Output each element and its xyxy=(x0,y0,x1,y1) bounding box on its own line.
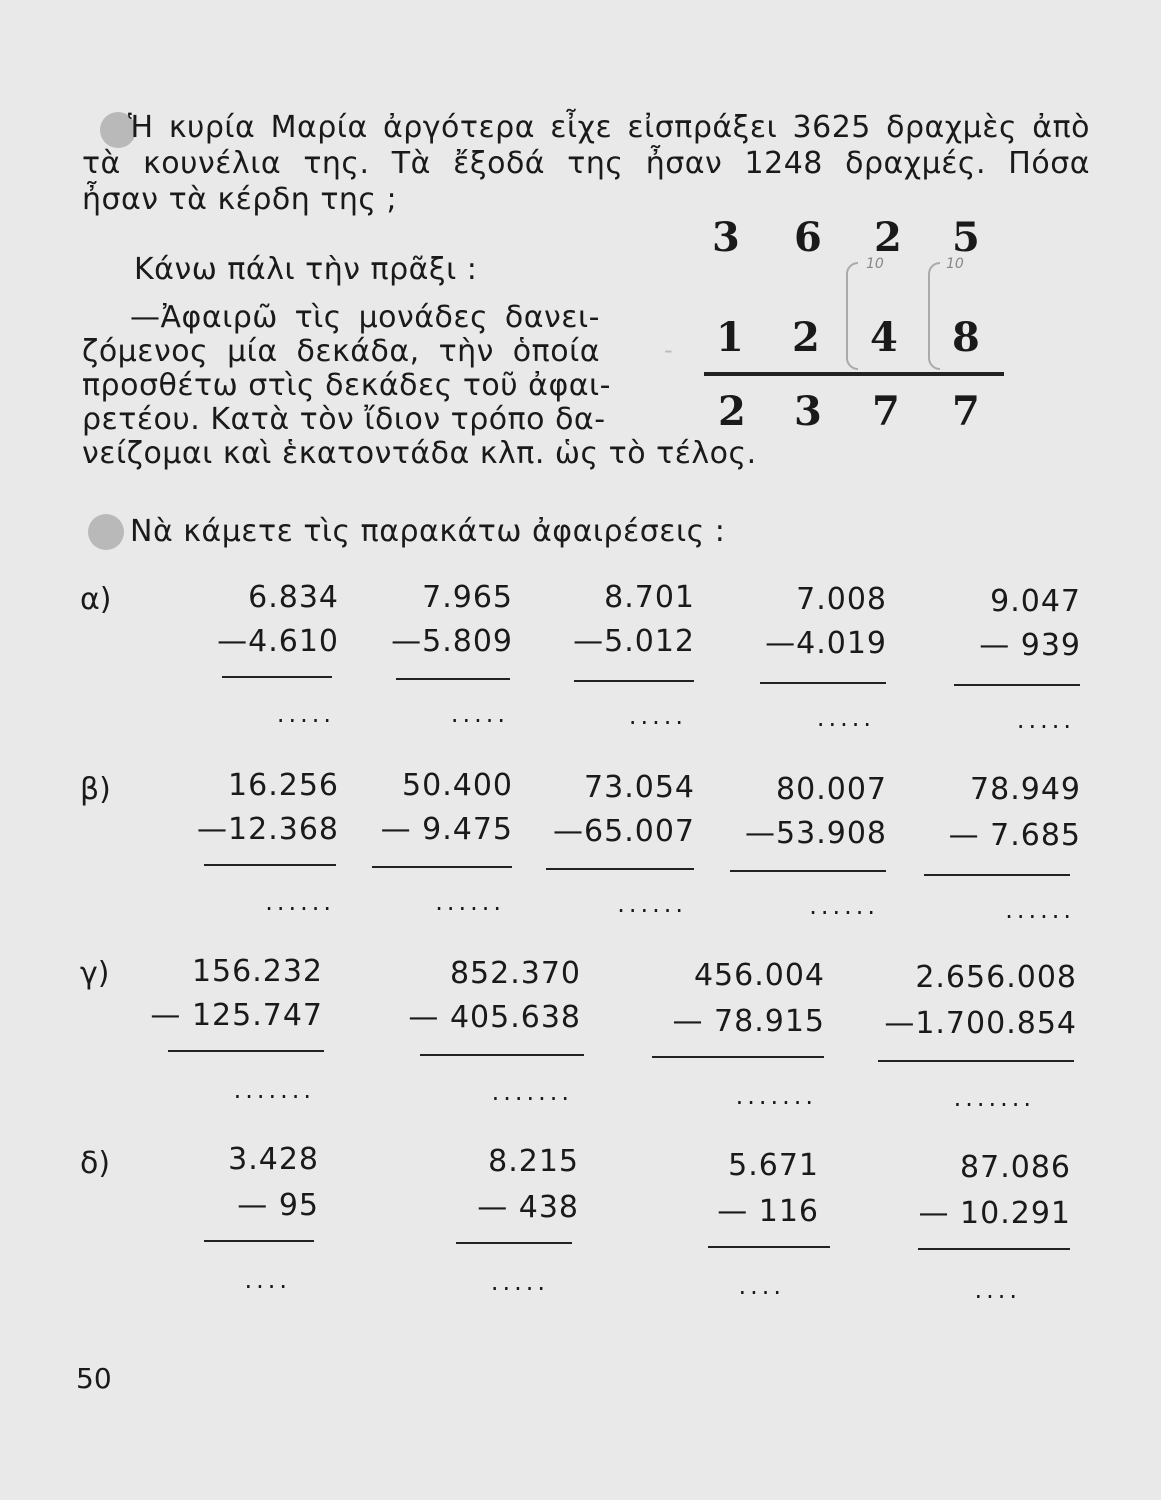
row-label: β) xyxy=(80,772,111,807)
result-digit-3: 7 xyxy=(872,388,900,435)
borrow-note-2: 10 xyxy=(946,256,964,272)
answer-line xyxy=(168,1050,324,1052)
minuend-digit-4: 5 xyxy=(952,214,980,261)
problem-bottom: —4.019 xyxy=(765,626,887,661)
problem-bottom: — 78.915 xyxy=(672,1004,825,1039)
subtrahend-digit-4: 8 xyxy=(952,314,980,361)
answer-line xyxy=(730,870,886,872)
problem-top: 456.004 xyxy=(693,958,825,993)
problem-bottom: — 438 xyxy=(477,1190,579,1225)
problem-top: 87.086 xyxy=(960,1150,1071,1185)
answer-line xyxy=(574,680,694,682)
problem-bottom: —53.908 xyxy=(745,816,887,851)
problem-bottom: —5.012 xyxy=(573,624,695,659)
answer-dots: ...... xyxy=(1005,896,1075,924)
problem-bottom: — 939 xyxy=(979,628,1081,663)
problem-top: 156.232 xyxy=(191,954,323,989)
minuend-digit-3: 2 xyxy=(874,214,902,261)
problem-bottom: — 9.475 xyxy=(380,812,513,847)
problem-line-3: ἦσαν τὰ κέρδη της ; xyxy=(82,182,398,217)
problem-bottom: —12.368 xyxy=(197,812,339,847)
answer-dots: ..... xyxy=(450,700,509,728)
answer-dots: ....... xyxy=(735,1082,817,1110)
method-line-4: ρετέου. Κατὰ τὸν ἴδιον τρόπο δα- xyxy=(82,402,606,437)
row-label: δ) xyxy=(80,1146,111,1181)
answer-line xyxy=(708,1246,830,1248)
result-digit-1: 2 xyxy=(718,388,746,435)
method-line-3: προσθέτω στὶς δεκάδες τοῦ ἀφαι- xyxy=(82,368,612,403)
problem-top: 852.370 xyxy=(449,956,581,991)
answer-dots: ..... xyxy=(816,704,875,732)
minuend-digit-1: 3 xyxy=(712,214,740,261)
problem-top: 3.428 xyxy=(228,1142,319,1177)
result-digit-4: 7 xyxy=(952,388,980,435)
answer-dots: ...... xyxy=(617,890,687,918)
problem-top: 16.256 xyxy=(228,768,339,803)
answer-dots: ..... xyxy=(490,1268,549,1296)
method-line-5: νείζομαι καὶ ἑκατοντάδα κλπ. ὡς τὸ τέλος. xyxy=(82,436,757,471)
answer-line xyxy=(652,1056,824,1058)
answer-line xyxy=(918,1248,1070,1250)
problem-top: 6.834 xyxy=(248,580,339,615)
problem-top: 73.054 xyxy=(584,770,695,805)
answer-line xyxy=(204,1240,314,1242)
method-line-1: —Ἀφαιρῶ τὶς μονάδες δανει- xyxy=(130,300,600,335)
problem-bottom: — 116 xyxy=(717,1194,819,1229)
answer-dots: .... xyxy=(244,1266,291,1294)
problem-bottom: —65.007 xyxy=(553,814,695,849)
subtrahend-digit-3: 4 xyxy=(870,314,898,361)
problem-top: 7.965 xyxy=(422,580,513,615)
problem-bottom: — 125.747 xyxy=(150,998,323,1033)
problem-bottom: — 405.638 xyxy=(408,1000,581,1035)
answer-line xyxy=(954,684,1080,686)
problem-top: 78.949 xyxy=(970,772,1081,807)
subtrahend-digit-1: 1 xyxy=(716,314,744,361)
answer-dots: ...... xyxy=(435,888,505,916)
borrow-note-1: 10 xyxy=(866,256,884,272)
method-intro: Κάνω πάλι τὴν πρᾶξι : xyxy=(134,252,478,287)
minuend-digit-2: 6 xyxy=(794,214,822,261)
problem-top: 8.701 xyxy=(604,580,695,615)
problem-bottom: —5.809 xyxy=(391,624,513,659)
answer-line xyxy=(456,1242,572,1244)
answer-line xyxy=(222,676,332,678)
page-number: 50 xyxy=(76,1362,112,1395)
answer-line xyxy=(760,682,886,684)
answer-dots: ....... xyxy=(491,1078,573,1106)
problem-line-2: τὰ κουνέλια της. Τὰ ἔξοδά της ἦσαν 1248 δραχμές. Πόσα xyxy=(82,146,1090,181)
borrow-arc-1 xyxy=(846,262,858,370)
result-digit-2: 3 xyxy=(794,388,822,435)
answer-line xyxy=(420,1054,584,1056)
problem-bottom: —1.700.854 xyxy=(884,1006,1077,1041)
answer-dots: .... xyxy=(974,1276,1021,1304)
answer-line xyxy=(372,866,512,868)
borrow-arc-2 xyxy=(928,262,940,370)
answer-line xyxy=(204,864,336,866)
answer-dots: ..... xyxy=(276,700,335,728)
problem-bottom: — 95 xyxy=(237,1188,319,1223)
row-label: γ) xyxy=(80,956,110,991)
problem-bottom: — 10.291 xyxy=(918,1196,1071,1231)
problem-top: 5.671 xyxy=(728,1148,819,1183)
problem-line-1: Ἡ κυρία Μαρία ἀργότερα εἶχε εἰσπράξει 3625 δραχμὲς ἀπὸ xyxy=(128,110,1090,145)
problem-top: 50.400 xyxy=(402,768,513,803)
answer-line xyxy=(396,678,510,680)
problem-top: 8.215 xyxy=(488,1144,579,1179)
exercise-title: Νὰ κάμετε τὶς παρακάτω ἀφαιρέσεις : xyxy=(130,514,726,549)
subtrahend-digit-2: 2 xyxy=(792,314,820,361)
answer-dots: ...... xyxy=(265,888,335,916)
problem-top: 7.008 xyxy=(796,582,887,617)
answer-dots: ...... xyxy=(809,892,879,920)
problem-top: 2.656.008 xyxy=(915,960,1077,995)
problem-bottom: —4.610 xyxy=(217,624,339,659)
answer-dots: ..... xyxy=(628,702,687,730)
problem-top: 9.047 xyxy=(990,584,1081,619)
method-line-2: ζόμενος μία δεκάδα, τὴν ὁποία xyxy=(82,334,600,369)
answer-dots: ....... xyxy=(233,1076,315,1104)
answer-dots: ....... xyxy=(953,1084,1035,1112)
problem-bottom: — 7.685 xyxy=(948,818,1081,853)
answer-line xyxy=(878,1060,1074,1062)
example-result-line xyxy=(704,372,1004,376)
answer-dots: ..... xyxy=(1016,706,1075,734)
minus-sign: - xyxy=(664,336,673,364)
row-label: α) xyxy=(80,582,112,617)
section-bullet-2 xyxy=(88,514,124,550)
answer-line xyxy=(924,874,1070,876)
answer-line xyxy=(546,868,694,870)
answer-dots: .... xyxy=(738,1272,785,1300)
problem-top: 80.007 xyxy=(776,772,887,807)
